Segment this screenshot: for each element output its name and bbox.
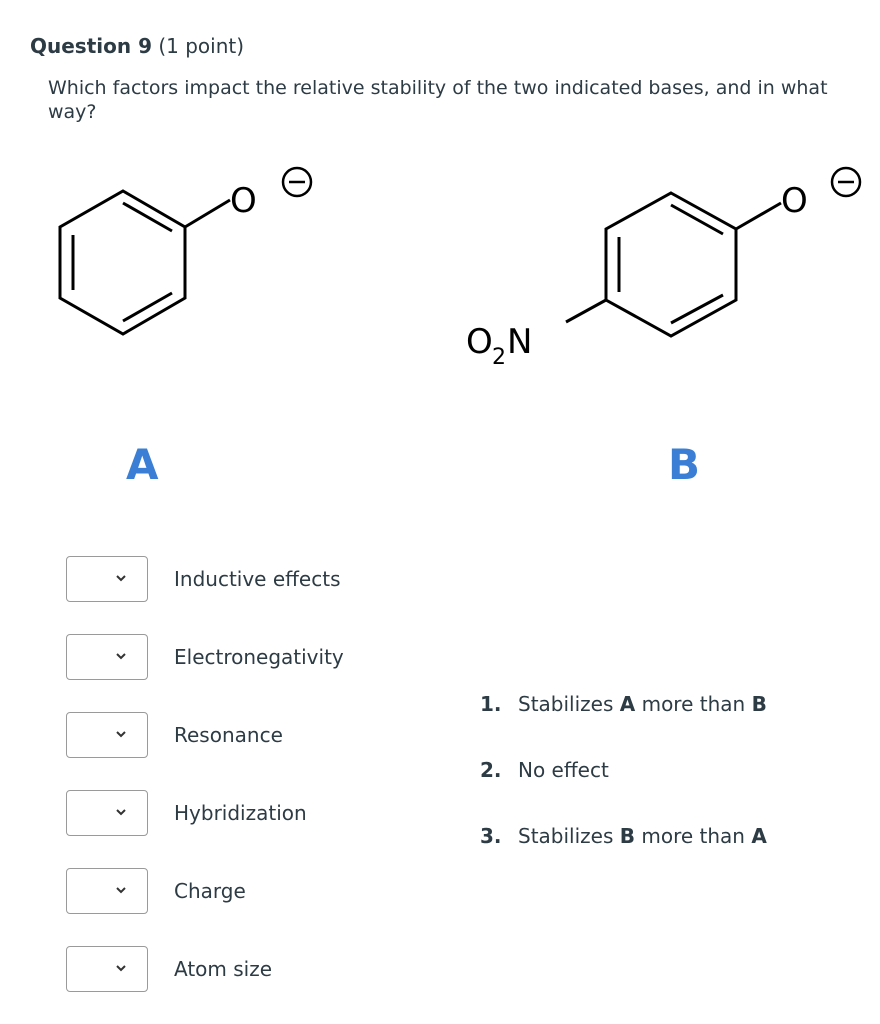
factor-select-inductive[interactable] (66, 556, 148, 602)
molecule-b-structure (566, 193, 781, 336)
answer-option-3 (480, 824, 767, 848)
chevron-down-icon (115, 962, 127, 974)
molecule-a-ring (60, 191, 185, 334)
factor-label: Electronegativity (174, 645, 344, 669)
factor-label: Resonance (174, 723, 283, 747)
factor-select-electronegativity[interactable] (66, 634, 148, 680)
molecule-a-structure (60, 191, 230, 334)
factor-select-resonance[interactable] (66, 712, 148, 758)
match-row-charge (66, 867, 246, 915)
molecule-b-ring-double-2 (671, 205, 723, 234)
factor-label: Atom size (174, 957, 273, 981)
option-text: Stabilizes A more than B (518, 692, 767, 716)
match-row-resonance (66, 711, 283, 759)
option-number: 2. (480, 758, 502, 782)
molecule-b-oxygen: O (781, 181, 808, 221)
match-row-inductive (66, 555, 340, 603)
molecule-b-co-bond (736, 203, 781, 229)
molecule-b-ring-double-3 (671, 295, 723, 323)
factor-select-atom-size[interactable] (66, 946, 148, 992)
option-number: 1. (480, 692, 502, 716)
match-row-hybridization (66, 789, 307, 837)
option-number: 3. (480, 824, 502, 848)
chevron-down-icon (115, 806, 127, 818)
match-row-electronegativity (66, 633, 344, 681)
molecule-b-charge-icon (832, 168, 860, 196)
factor-select-hybridization[interactable] (66, 790, 148, 836)
option-text: Stabilizes B more than A (518, 824, 767, 848)
molecule-a-ring-double-2 (123, 203, 172, 231)
question-text: Which factors impact the relative stability of the two indicated bases, and in what way? (48, 77, 828, 123)
answer-option-2 (480, 758, 609, 782)
molecule-a-oxygen: O (230, 181, 257, 221)
chevron-down-icon (115, 572, 127, 584)
molecule-a-co-bond (185, 200, 230, 227)
factor-select-charge[interactable] (66, 868, 148, 914)
molecule-b-cn-bond (566, 300, 606, 322)
molecule-b-nitro-o: O (466, 322, 493, 362)
factor-label: Charge (174, 879, 246, 903)
question-points: (1 point) (158, 34, 245, 58)
answer-option-1 (480, 692, 767, 716)
molecule-b-ring (606, 193, 736, 336)
molecule-a-charge-icon (283, 168, 311, 196)
chevron-down-icon (115, 650, 127, 662)
factor-label: Hybridization (174, 801, 307, 825)
molecule-b-nitro-n: N (507, 322, 533, 362)
factor-label: Inductive effects (174, 567, 341, 591)
molecule-a-label: A (126, 440, 159, 489)
question-title: Question 9 (30, 34, 152, 58)
molecule-b-label: B (668, 440, 701, 489)
chevron-down-icon (115, 884, 127, 896)
option-text: No effect (518, 758, 609, 782)
match-row-atom-size (66, 945, 272, 993)
molecule-a-ring-double-3 (123, 293, 172, 321)
chevron-down-icon (115, 728, 127, 740)
molecule-b-nitro-subscript: 2 (492, 345, 506, 370)
